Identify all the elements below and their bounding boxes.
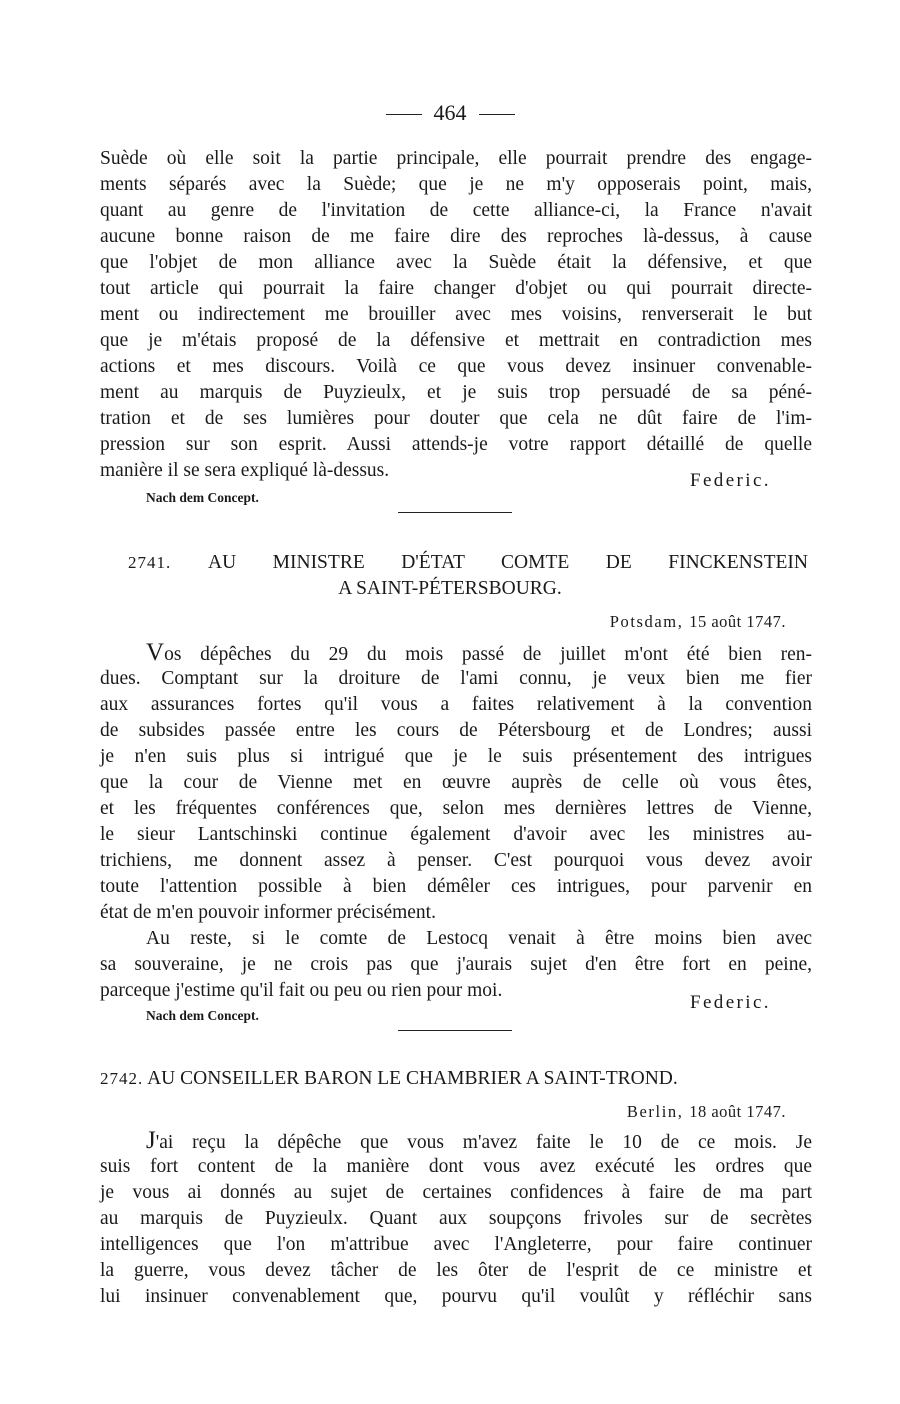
text-line: ments séparés avec la Suède; que je ne m'y opposerais point, mais, — [100, 174, 812, 195]
signature: Federic. — [690, 992, 771, 1013]
source-note: Nach dem Concept. — [146, 490, 259, 505]
text-line: je vous ai donnés au sujet de certaines confidences à faire de ma part — [100, 1182, 812, 1203]
place: Potsdam, — [609, 612, 684, 631]
text-line: intelligences que l'on m'attribue avec l'Angleterre, pour faire continuer — [100, 1234, 812, 1255]
letter-number: 2741. — [128, 553, 172, 572]
dash-right — [479, 114, 515, 115]
initial-letter: V — [146, 639, 165, 666]
text-line: Vos dépêches du 29 du mois passé de juillet m'ont été bien ren- — [146, 639, 812, 666]
page-number: 464 — [0, 100, 900, 126]
text-line: que je m'étais proposé de la défensive et mettrait en contradiction mes — [100, 330, 812, 351]
text-line: Suède où elle soit la partie principale, elle pourrait prendre des engage- — [100, 148, 812, 169]
text-line: suis fort content de la manière dont vous avez exécuté les ordres que — [100, 1156, 812, 1177]
text-line: au marquis de Puyzieulx. Quant aux soupçons frivoles sur de secrètes — [100, 1208, 812, 1229]
section-divider — [398, 512, 512, 513]
text-line: J'ai reçu la dépêche que vous m'avez faite le 10 de ce mois. Je — [146, 1127, 812, 1154]
text-line: aux assurances fortes qu'il vous a faites relativement à la convention — [100, 694, 812, 715]
letter-heading-2742 — [100, 1066, 812, 1092]
text-line: que la cour de Vienne met en œuvre auprès de celle où vous êtes, — [100, 772, 812, 793]
letter-number: 2742. — [100, 1069, 144, 1088]
text-line: trichiens, me donnent assez à penser. C'est pourquoi vous devez avoir — [100, 850, 812, 871]
initial-letter: J — [146, 1127, 156, 1154]
text-line: pression sur son esprit. Aussi attends-je votre rapport détaillé de quelle — [100, 434, 812, 455]
text-line: le sieur Lantschinski continue également d'avoir avec les ministres au- — [100, 824, 812, 845]
text-line: Au reste, si le comte de Lestocq venait à être moins bien avec — [146, 928, 812, 949]
text-line: toute l'attention possible à bien démêler ces intrigues, pour parvenir en — [100, 876, 812, 897]
heading-line-2: A SAINT-PÉTERSBOURG. — [338, 578, 562, 599]
text-line: ment ou indirectement me brouiller avec mes voisins, renverserait le but — [100, 304, 812, 325]
text-line: de subsides passée entre les cours de Pétersbourg et de Londres; aussi — [100, 720, 812, 741]
text-line: état de m'en pouvoir informer précisément. — [100, 902, 436, 923]
dash-left — [386, 114, 422, 115]
text-line: la guerre, vous devez tâcher de les ôter de l'esprit de ce ministre et — [100, 1260, 812, 1281]
text-line: et les fréquentes conférences que, selon mes dernières lettres de Vienne, — [100, 798, 812, 819]
text-line: quant au genre de l'invitation de cette alliance-ci, la France n'avait — [100, 200, 812, 221]
text-line: dues. Comptant sur la droiture de l'ami connu, je veux bien me fier — [100, 668, 812, 689]
text-line: que l'objet de mon alliance avec la Suède était la défensive, et que — [100, 252, 812, 273]
text-line: actions et mes discours. Voilà ce que vous devez insinuer convenable- — [100, 356, 812, 377]
signature: Federic. — [690, 470, 771, 491]
text-line: parceque j'estime qu'il fait ou peu ou rien pour moi. — [100, 980, 503, 1001]
text-line: lui insinuer convenablement que, pourvu qu'il voulût y réfléchir sans — [100, 1286, 812, 1307]
text-line: tout article qui pourrait la faire changer d'objet ou qui pourrait directe- — [100, 278, 812, 299]
text-line: aucune bonne raison de me faire dire des reproches là-dessus, à cause — [100, 226, 812, 247]
date: 15 août 1747. — [689, 612, 786, 631]
place-date — [627, 1102, 786, 1122]
place-date — [610, 612, 786, 632]
text-line: manière il se sera expliqué là-dessus. — [100, 460, 390, 481]
heading-line-1: AU MINISTRE D'ÉTAT COMTE DE FINCKENSTEIN — [208, 552, 808, 573]
source-note: Nach dem Concept. — [146, 1008, 259, 1023]
text-line: ment au marquis de Puyzieulx, et je suis trop persuadé de sa péné- — [100, 382, 812, 403]
place: Berlin, — [626, 1102, 684, 1121]
text-line: je n'en suis plus si intrigué que je le suis présentement des intrigues — [100, 746, 812, 767]
heading-line: AU CONSEILLER BARON LE CHAMBRIER A SAINT-TROND. — [147, 1068, 678, 1089]
section-divider — [398, 1030, 512, 1031]
date: 18 août 1747. — [689, 1102, 786, 1121]
text-line: sa souveraine, je ne crois pas que j'aurais sujet d'en être fort en peine, — [100, 954, 812, 975]
text-line: tration et de ses lumières pour douter que cela ne dût faire de l'im- — [100, 408, 812, 429]
